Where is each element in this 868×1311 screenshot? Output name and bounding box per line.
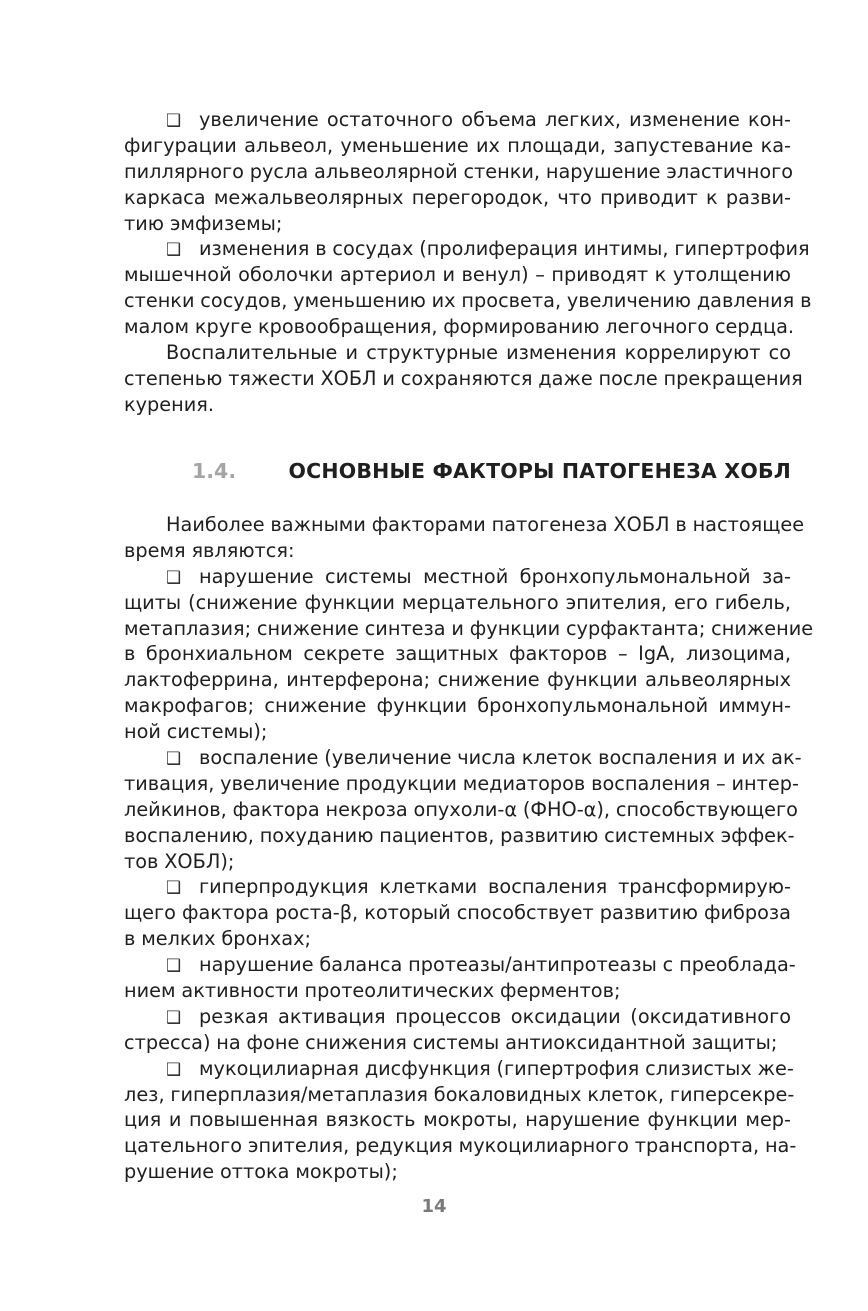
- text-line: в мелких бронхах;: [124, 927, 312, 951]
- text-line: ❑ нарушение баланса протеазы/антипротеазы с преоблада-: [124, 952, 791, 978]
- text-line: тов ХОБЛ);: [124, 849, 235, 873]
- text-line: ❑ резкая активация процессов оксидации (оксидативного: [124, 1004, 791, 1030]
- text-block-2: [124, 512, 814, 1185]
- bullet-icon: ❑: [166, 1059, 182, 1080]
- text-line: ❑ нарушение системы местной бронхопульмональной за-: [124, 564, 791, 590]
- text-line: лейкинов, фактора некроза опухоли-α (ФНО-α), способствующего: [124, 797, 798, 821]
- bullet-icon: ❑: [166, 111, 182, 131]
- text-line: стенки сосудов, уменьшению их просвета, увеличению давления в: [124, 289, 812, 313]
- bullet-icon: ❑: [166, 749, 182, 770]
- section-number: 1.4.: [192, 459, 237, 483]
- bullet-icon: ❑: [166, 878, 182, 899]
- text-line: воспалению, похуданию пациентов, развитию системных эффек-: [124, 823, 795, 847]
- text-line: ❑ увеличение остаточного объема легких, изменение кон-: [124, 107, 791, 133]
- text-block-1: [124, 107, 812, 418]
- page-number: 14: [421, 1196, 447, 1217]
- text-line: Воспалительные и структурные изменения коррелируют со: [166, 341, 791, 365]
- text-line: лез, гиперплазия/метаплазия бокаловидных клеток, гиперсекре-: [124, 1082, 795, 1106]
- text-line: метаплазия; снижение синтеза и функции сурфактанта; снижение: [124, 616, 814, 640]
- text-line: тию эмфиземы;: [124, 211, 283, 235]
- text-line: курения.: [124, 392, 215, 416]
- text-line: ❑ воспаление (увеличение числа клеток воспаления и их ак-: [124, 745, 791, 771]
- text-line: в бронхиальном секрете защитных факторов – IgA, лизоцима,: [124, 642, 791, 666]
- text-line: ❑ гиперпродукция клетками воспаления трансформирую-: [124, 874, 791, 900]
- text-line: цательного эпителия, редукция мукоцилиарного транспорта, на-: [124, 1134, 797, 1158]
- text-line: пиллярного русла альвеолярной стенки, нарушение эластичного: [124, 159, 794, 183]
- bullet-icon: ❑: [166, 1007, 182, 1028]
- bullet-icon: ❑: [166, 567, 182, 588]
- text-line: малом круге кровообращения, формированию легочного сердца.: [124, 315, 795, 339]
- section-title: ОСНОВНЫЕ ФАКТОРЫ ПАТОГЕНЕЗА ХОБЛ: [288, 459, 791, 483]
- text-line: рушение оттока мокроты);: [124, 1160, 398, 1184]
- text-line: ция и повышенная вязкость мокроты, нарушение функции мер-: [124, 1108, 791, 1132]
- text-line: щиты (снижение функции мерцательного эпителия, его гибель,: [124, 590, 791, 614]
- text-line: ной системы);: [124, 720, 268, 744]
- bullet-icon: ❑: [166, 240, 182, 261]
- text-line: степенью тяжести ХОБЛ и сохраняются даже после прекращения: [124, 366, 803, 390]
- text-line: макрофагов; снижение функции бронхопульмональной иммун-: [124, 694, 791, 718]
- bullet-icon: ❑: [166, 956, 182, 977]
- text-line: лактоферрина, интерферона; снижение функции альвеолярных: [124, 668, 791, 692]
- text-line: нием активности протеолитических ферментов;: [124, 979, 621, 1003]
- text-line: тивация, увеличение продукции медиаторов воспаления – интер-: [124, 771, 799, 795]
- text-line: Наиболее важными факторами патогенеза ХОБЛ в настоящее: [166, 513, 805, 536]
- section-heading: [124, 457, 791, 489]
- text-line: время являются:: [124, 538, 295, 562]
- text-line: стресса) на фоне снижения системы антиоксидантной защиты;: [124, 1030, 778, 1054]
- text-line: фигурации альвеол, уменьшение их площади, запустевание ка-: [124, 133, 791, 157]
- text-line: каркаса межальвеолярных перегородок, что приводит к разви-: [124, 185, 791, 209]
- text-line: щего фактора роста-β, который способствует развитию фиброза: [124, 901, 791, 925]
- text-line: ❑ изменения в сосудах (пролиферация интимы, гипертрофия: [124, 236, 791, 262]
- text-line: ❑ мукоцилиарная дисфункция (гипертрофия слизистых же-: [124, 1056, 791, 1082]
- text-line: мышечной оболочки артериол и венул) – приводят к утолщению: [124, 263, 791, 287]
